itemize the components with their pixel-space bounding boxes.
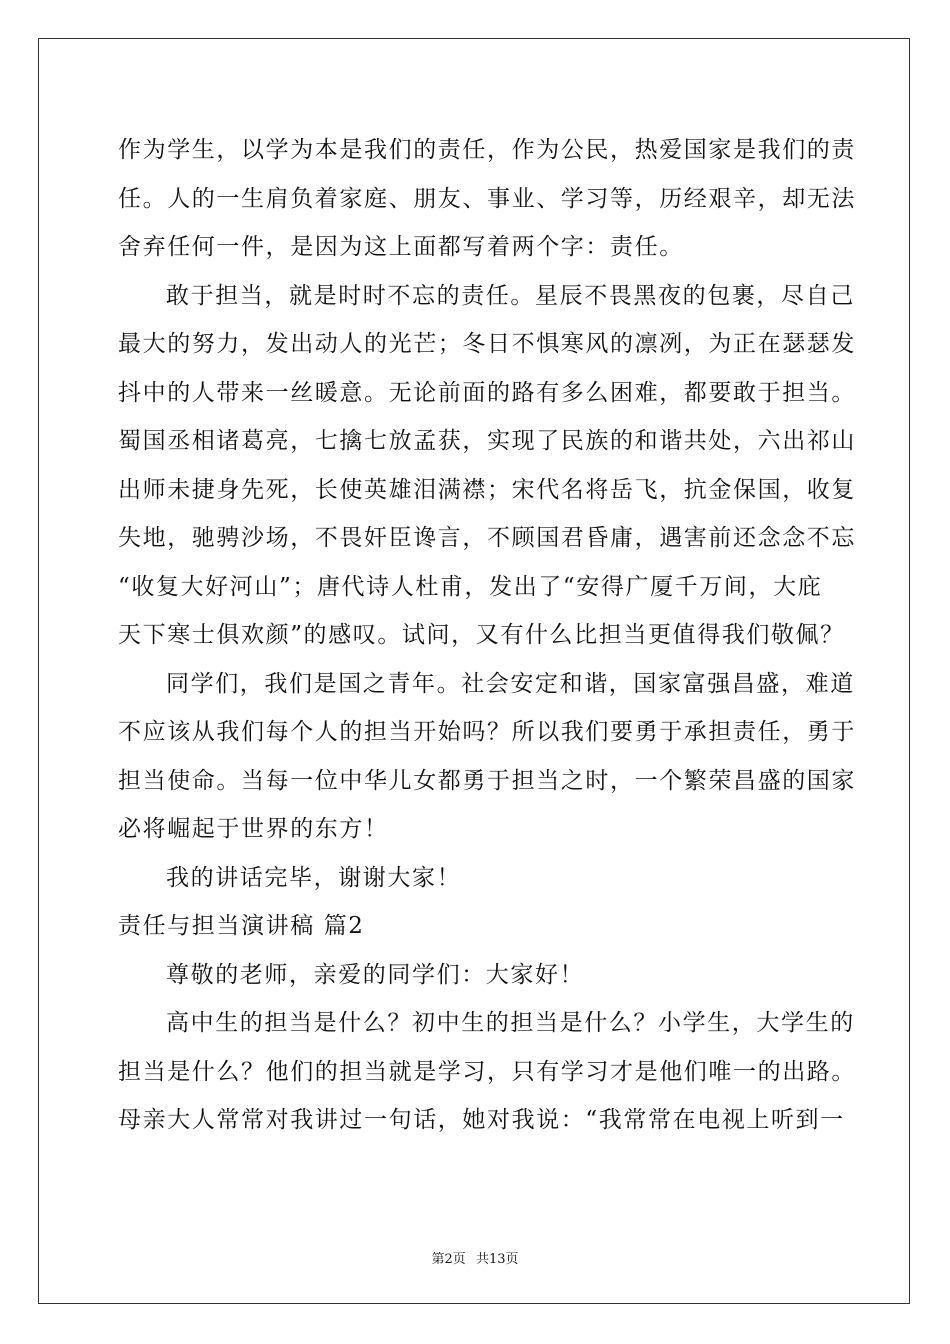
paragraph-line: 高中生的担当是什么？初中生的担当是什么？小学生，大学生的	[166, 1010, 855, 1036]
paragraph-line: 担当使命。当每一位中华儿女都勇于担当之时，一个繁荣昌盛的国家	[118, 767, 856, 794]
paragraph-line: 出师未捷身先死，长使英雄泪满襟；宋代名将岳飞，抗金保国，收复	[118, 476, 856, 503]
paragraph-line: 天下寒士俱欢颜”的感叹。试问，又有什么比担当更值得我们敬佩？	[118, 622, 845, 648]
document-body	[118, 126, 856, 1145]
paragraph-line: 蜀国丞相诸葛亮，七擒七放孟获，实现了民族的和谐共处，六出祁山	[118, 428, 856, 454]
paragraph-line: 敢于担当，就是时时不忘的责任。星辰不畏黑夜的包裹，尽自己	[166, 282, 855, 309]
paragraph-line: 必将崛起于世界的东方！	[118, 816, 389, 842]
page-footer	[0, 1248, 950, 1267]
greeting-line: 尊敬的老师，亲爱的同学们：大家好！	[166, 961, 585, 988]
page-number-total: 共13页	[475, 1252, 519, 1267]
paragraph-line: “收复大好河山”；唐代诗人杜甫，发出了“安得广厦千万间，大庇	[118, 573, 823, 600]
section-heading: 责任与担当演讲稿 篇2	[118, 913, 365, 939]
paragraph-line: 舍弃任何一件，是因为这上面都写着两个字：责任。	[118, 234, 684, 260]
page-number-current: 第2页	[431, 1252, 466, 1267]
paragraph-line: 失地，驰骋沙场，不畏奸臣谗言，不顾国君昏庸，遇害前还念念不忘	[118, 525, 856, 551]
paragraph-line: 任。人的一生肩负着家庭、朋友、事业、学习等，历经艰辛，却无法	[118, 185, 856, 212]
paragraph-line: 我的讲话完毕，谢谢大家！	[166, 864, 462, 891]
paragraph-line: 母亲大人常常对我讲过一句话，她对我说：“我常常在电视上听到一	[118, 1107, 845, 1133]
paragraph-line: 抖中的人带来一丝暖意。无论前面的路有多么困难，都要敢于担当。	[118, 379, 856, 406]
paragraph-line: 担当是什么？他们的担当就是学习，只有学习才是他们唯一的出路。	[118, 1058, 856, 1085]
paragraph-line: 同学们，我们是国之青年。社会安定和谐，国家富强昌盛，难道	[166, 670, 855, 697]
paragraph-line: 最大的努力，发出动人的光芒；冬日不惧寒风的凛冽，为正在瑟瑟发	[118, 331, 856, 357]
paragraph-line: 不应该从我们每个人的担当开始吗？所以我们要勇于承担责任，勇于	[118, 719, 856, 745]
paragraph-line: 作为学生，以学为本是我们的责任，作为公民，热爱国家是我们的责	[118, 137, 856, 163]
